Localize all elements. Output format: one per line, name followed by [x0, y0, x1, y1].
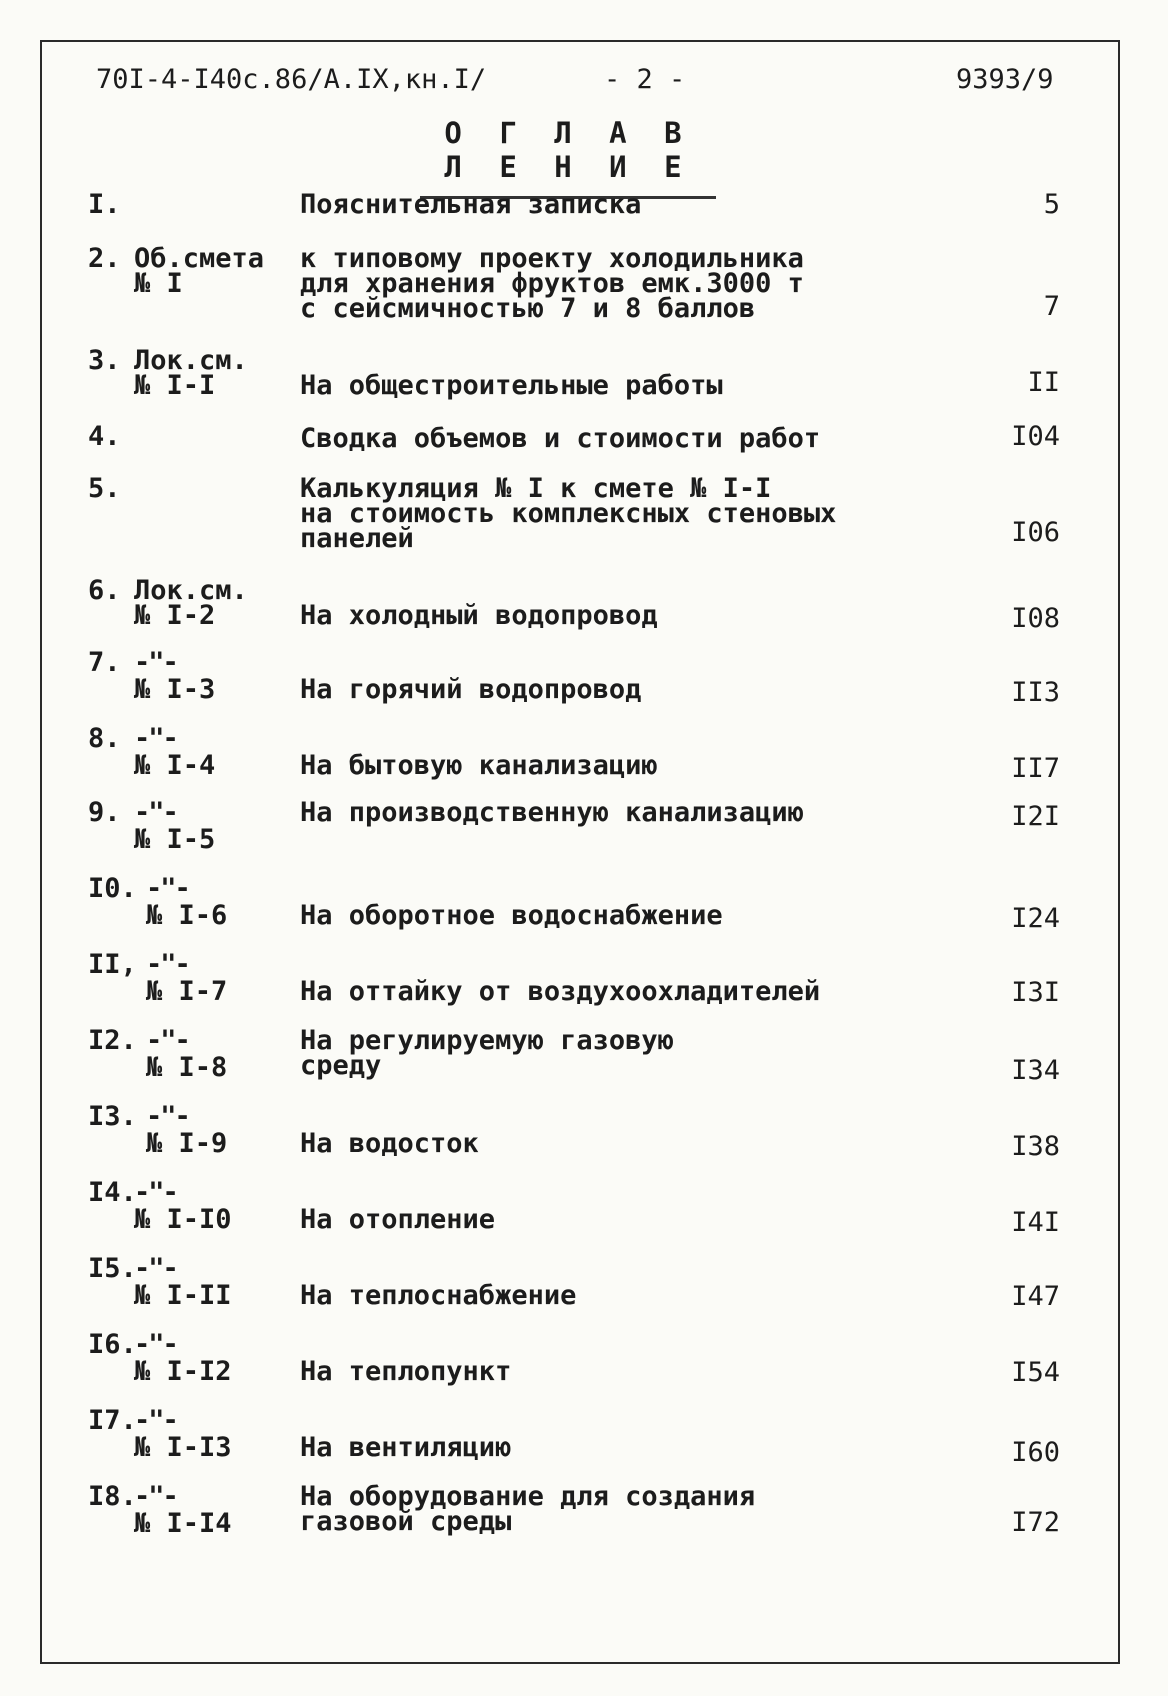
entry-description: На вентиляцию — [300, 1432, 512, 1463]
entry-description: На оттайку от воздухоохладителей — [300, 976, 821, 1007]
document-code: 70I-4-I40с.86/A.IX,кн.I/ — [96, 64, 487, 95]
entry-ref-line-2: № I-I — [134, 370, 216, 401]
entry-page: I3I — [1011, 977, 1060, 1008]
entry-ref-line-2: № I-6 — [146, 900, 228, 931]
entry-ref-line-1: -"- — [134, 1177, 177, 1208]
entry-page: I4I — [1011, 1207, 1060, 1238]
entry-ref-line-2: № I-7 — [146, 976, 228, 1007]
entry-ref-line-2: № I-5 — [134, 824, 216, 855]
archive-number: 9393/9 — [956, 64, 1054, 95]
entry-number: I. — [88, 189, 121, 220]
entry-ref-line-1: -"- — [134, 1253, 177, 1284]
entry-page: II3 — [1011, 677, 1060, 708]
entry-description-line-2: газовой среды — [300, 1506, 512, 1537]
entry-number: 8. — [88, 723, 121, 754]
entry-page: 7 — [1043, 291, 1060, 322]
entry-ref-line-1: -"- — [146, 949, 189, 980]
entry-ref-line-1: Лок.см. — [134, 575, 248, 606]
entry-description: На водосток — [300, 1128, 479, 1159]
entry-description-line-2: среду — [300, 1050, 382, 1081]
entry-ref-line-2: № I-I2 — [134, 1356, 232, 1387]
entry-ref-line-1: Лок.см. — [134, 345, 248, 376]
entry-description-line-1: к типовому проекту холодильника — [300, 243, 804, 274]
entry-page: I38 — [1011, 1131, 1060, 1162]
entry-ref-line-1: Об.смета — [134, 243, 265, 274]
entry-page: II7 — [1011, 753, 1060, 784]
entry-page: I08 — [1011, 603, 1060, 634]
entry-page: I47 — [1011, 1281, 1060, 1312]
entry-page: I60 — [1011, 1437, 1060, 1468]
entry-ref-line-1: -"- — [134, 1405, 177, 1436]
entry-ref-line-2: № I-I4 — [134, 1508, 232, 1539]
entry-number: I3. — [88, 1101, 137, 1132]
entry-number: 5. — [88, 473, 121, 504]
entry-ref-line-2: № I-II — [134, 1280, 232, 1311]
entry-page: 5 — [1043, 189, 1060, 220]
entry-number: I2. — [88, 1025, 137, 1056]
entry-number: II, — [88, 949, 137, 980]
entry-ref-line-2: № I-I0 — [134, 1204, 232, 1235]
entry-description-line-1: Калькуляция № I к смете № I-I — [300, 473, 772, 504]
entry-ref-line-1: -"- — [134, 1329, 177, 1360]
entry-number: I8. — [88, 1481, 137, 1512]
entry-description: На оборотное водоснабжение — [300, 900, 723, 931]
entry-ref-line-2: № I-4 — [134, 750, 216, 781]
entry-description-line-1: На оборудование для создания — [300, 1481, 756, 1512]
entry-description: На холодный водопровод — [300, 600, 658, 631]
entry-number: I4. — [88, 1177, 137, 1208]
entry-description-line-1: На регулируемую газовую — [300, 1025, 674, 1056]
entry-description-line-2: для хранения фруктов емк.3000 т — [300, 268, 804, 299]
entry-number: 9. — [88, 797, 121, 828]
entry-page: I72 — [1011, 1507, 1060, 1538]
entry-number: 3. — [88, 345, 121, 376]
entry-page: I2I — [1011, 801, 1060, 832]
entry-ref-line-2: № I-9 — [146, 1128, 228, 1159]
entry-number: 6. — [88, 575, 121, 606]
entry-number: 2. — [88, 243, 121, 274]
entry-description: На производственную канализацию — [300, 797, 804, 828]
entry-description: Пояснительная записка — [300, 189, 642, 220]
entry-page: I06 — [1011, 517, 1060, 548]
entry-number: I0. — [88, 873, 137, 904]
page-title: О Г Л А В Л Е Н И Е — [420, 116, 716, 199]
entry-description-line-2: на стоимость комплексных стеновых — [300, 498, 837, 529]
entry-description: На общестроительные работы — [300, 370, 723, 401]
entry-ref-line-1: -"- — [146, 1101, 189, 1132]
entry-number: I5. — [88, 1253, 137, 1284]
entry-page: I34 — [1011, 1055, 1060, 1086]
entry-number: I7. — [88, 1405, 137, 1436]
entry-description-line-3: панелей — [300, 523, 414, 554]
entry-ref-line-2: № I-I3 — [134, 1432, 232, 1463]
entry-description: Сводка объемов и стоимости работ — [300, 423, 821, 454]
entry-description: На теплопункт — [300, 1356, 512, 1387]
entry-ref-line-2: № I-8 — [146, 1052, 228, 1083]
entry-page: I04 — [1011, 421, 1060, 452]
entry-ref-line-2: № I-3 — [134, 674, 216, 705]
entry-ref-line-2: № I-2 — [134, 600, 216, 631]
entry-page: I24 — [1011, 903, 1060, 934]
page-number: - 2 - — [604, 64, 686, 95]
entry-ref-line-1: -"- — [134, 797, 177, 828]
entry-page: II — [1027, 367, 1060, 398]
entry-ref-line-1: -"- — [134, 1481, 177, 1512]
entry-ref-line-2: № I — [134, 268, 183, 299]
entry-ref-line-1: -"- — [134, 723, 177, 754]
entry-description: На отопление — [300, 1204, 496, 1235]
entry-description: На бытовую канализацию — [300, 750, 658, 781]
entry-page: I54 — [1011, 1357, 1060, 1388]
entry-description-line-3: с сейсмичностью 7 и 8 баллов — [300, 293, 756, 324]
entry-description: На горячий водопровод — [300, 674, 642, 705]
entry-ref-line-1: -"- — [134, 647, 177, 678]
entry-number: 7. — [88, 647, 121, 678]
entry-number: 4. — [88, 421, 121, 452]
entry-description: На теплоснабжение — [300, 1280, 577, 1311]
entry-ref-line-1: -"- — [146, 873, 189, 904]
entry-number: I6. — [88, 1329, 137, 1360]
entry-ref-line-1: -"- — [146, 1025, 189, 1056]
